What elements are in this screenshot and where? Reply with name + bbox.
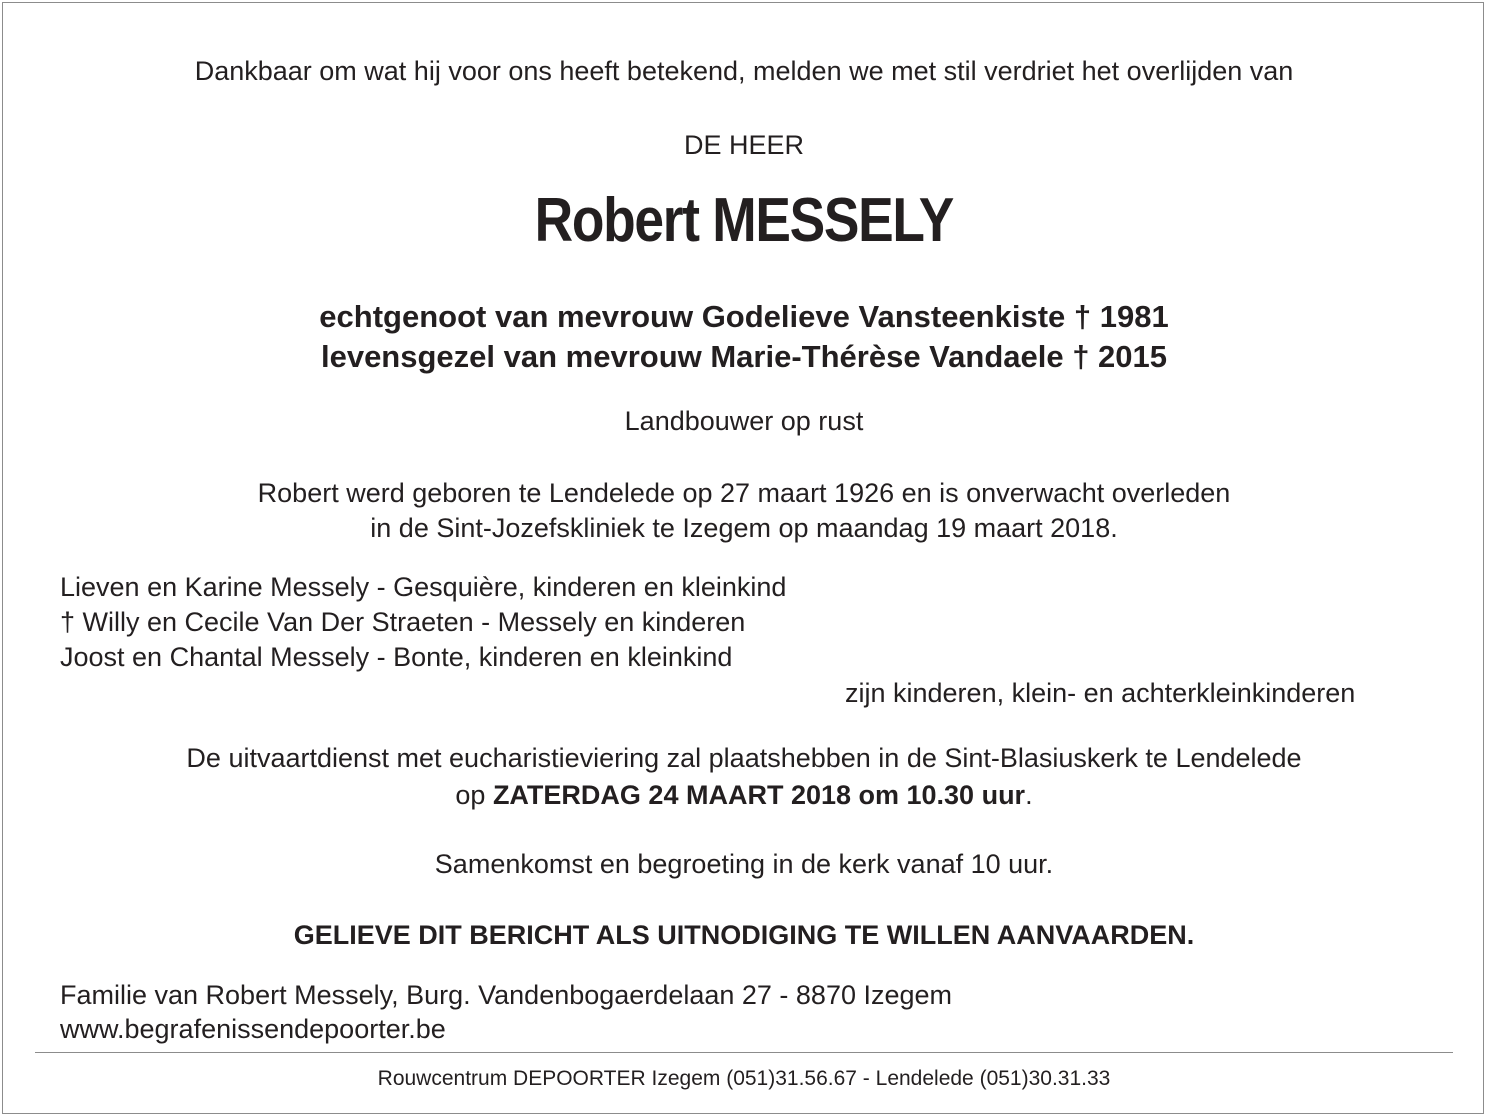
service-line-2 [0, 778, 1488, 812]
salutation: DE HEER [683, 130, 805, 160]
intro-text: Dankbaar om wat hij voor ons heeft betekend, melden we met stil verdriet het overlijden van [194, 56, 1294, 86]
service-line-1: De uitvaartdienst met eucharistieviering zal plaatshebben in de Sint-Blasiuskerk te Lendelede [186, 743, 1302, 773]
divider [35, 1052, 1453, 1053]
relation-partner: levensgezel van mevrouw Marie-Thérèse Vandaele † 2015 [320, 339, 1168, 374]
family-line-2: † Willy en Cecile Van Der Straeten - Messely en kinderen [60, 607, 746, 637]
relation-spouse: echtgenoot van mevrouw Godelieve Vansteenkiste † 1981 [319, 299, 1169, 334]
service-date-time: ZATERDAG 24 MAART 2018 om 10.30 uur [492, 780, 1026, 810]
deceased-name: Robert MESSELY [534, 186, 954, 255]
family-role: zijn kinderen, klein- en achterkleinkinderen [845, 678, 1356, 708]
birth-death-line-1: Robert werd geboren te Lendelede op 27 maart 1926 en is onverwacht overleden [257, 478, 1231, 508]
occupation: Landbouwer op rust [624, 406, 864, 436]
contact-address: Familie van Robert Messely, Burg. Vandenbogaerdelaan 27 - 8870 Izegem [60, 980, 953, 1010]
invitation-text: GELIEVE DIT BERICHT ALS UITNODIGING TE WILLEN AANVAARDEN. [293, 920, 1195, 950]
service-prefix: op [455, 780, 493, 810]
footer-text: Rouwcentrum DEPOORTER Izegem (051)31.56.67 - Lendelede (051)30.31.33 [377, 1067, 1111, 1090]
birth-death-line-2: in de Sint-Jozefskliniek te Izegem op maandag 19 maart 2018. [370, 513, 1118, 543]
contact-website: www.begrafenissendepoorter.be [60, 1014, 446, 1044]
service-suffix: . [1025, 780, 1033, 810]
family-line-3: Joost en Chantal Messely - Bonte, kinderen en kleinkind [60, 642, 733, 672]
family-line-1: Lieven en Karine Messely - Gesquière, kinderen en kleinkind [60, 572, 787, 602]
gathering-text: Samenkomst en begroeting in de kerk vanaf 10 uur. [434, 849, 1054, 879]
